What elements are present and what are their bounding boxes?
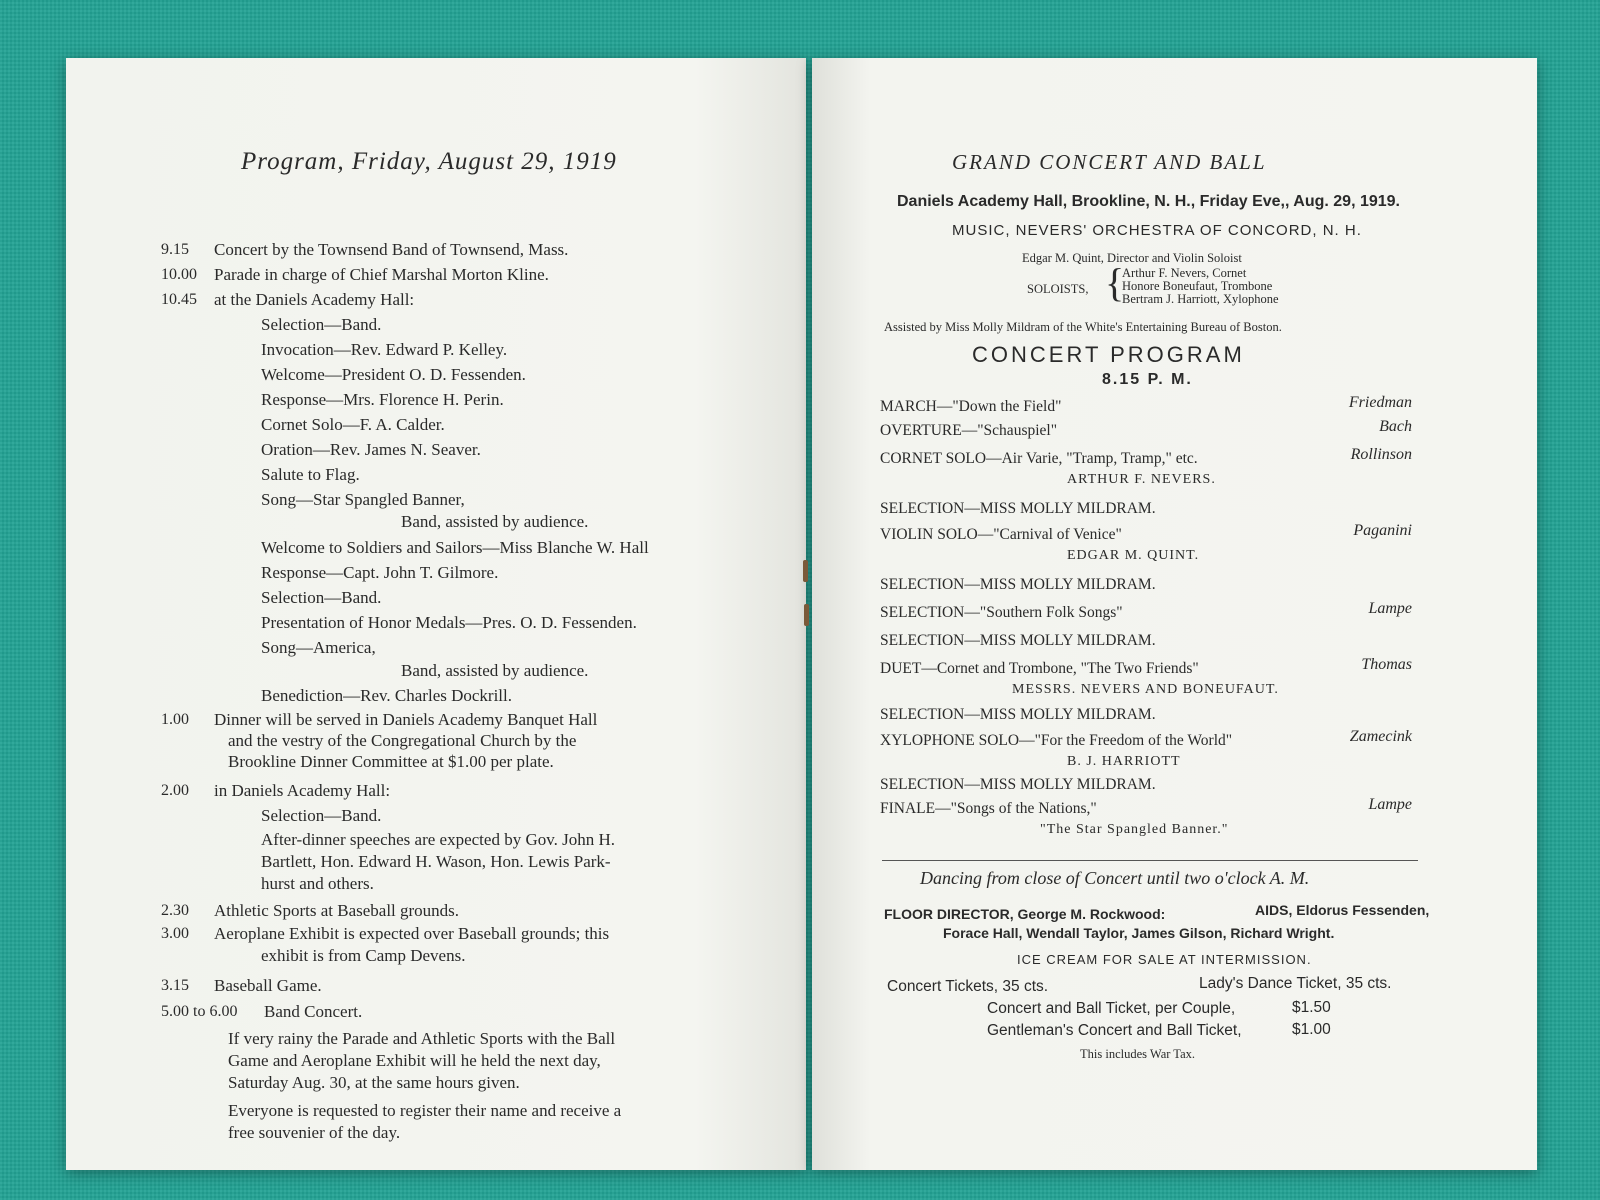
concert-program-heading: CONCERT PROGRAM bbox=[972, 342, 1245, 367]
gentleman-ticket-label: Gentleman's Concert and Ball Ticket, bbox=[987, 1022, 1242, 1039]
schedule-line: Everyone is requested to register their name and receive a bbox=[228, 1101, 622, 1120]
program-piece: FINALE—"Songs of the Nations," bbox=[880, 800, 1097, 817]
schedule-line: Oration—Rev. James N. Seaver. bbox=[261, 440, 481, 459]
divider bbox=[882, 860, 1418, 861]
couple-ticket-price: $1.50 bbox=[1292, 999, 1331, 1016]
schedule-line: Baseball Game. bbox=[214, 976, 322, 995]
program-piece: XYLOPHONE SOLO—"For the Freedom of the World" bbox=[880, 732, 1233, 749]
schedule-line: Band, assisted by audience. bbox=[401, 661, 589, 680]
staple-bottom bbox=[804, 604, 809, 626]
program-performer: "The Star Spangled Banner." bbox=[1040, 822, 1229, 837]
schedule-line: Salute to Flag. bbox=[261, 465, 360, 484]
soloist-1: Arthur F. Nevers, Cornet bbox=[1122, 266, 1247, 280]
schedule-time: 9.15 bbox=[161, 241, 189, 258]
schedule-line: hurst and others. bbox=[261, 874, 374, 893]
right-page bbox=[812, 58, 1537, 1170]
schedule-line: Cornet Solo—F. A. Calder. bbox=[261, 415, 445, 434]
schedule-line: Athletic Sports at Baseball grounds. bbox=[214, 901, 460, 920]
program-performer: EDGAR M. QUINT. bbox=[1067, 548, 1200, 563]
schedule-line: Dinner will be served in Daniels Academy Banquet Hall bbox=[214, 710, 598, 729]
left-page bbox=[66, 58, 806, 1170]
program-piece: SELECTION—MISS MOLLY MILDRAM. bbox=[880, 776, 1156, 793]
schedule-line: Band, assisted by audience. bbox=[401, 512, 589, 531]
staple-top bbox=[803, 560, 808, 582]
schedule-line: Welcome—President O. D. Fessenden. bbox=[261, 365, 526, 384]
program-piece: SELECTION—MISS MOLLY MILDRAM. bbox=[880, 500, 1156, 517]
program-composer: Rollinson bbox=[1350, 446, 1412, 463]
schedule-time: 1.00 bbox=[161, 711, 189, 728]
program-composer: Lampe bbox=[1368, 600, 1412, 617]
schedule-line: Response—Mrs. Florence H. Perin. bbox=[261, 390, 504, 409]
couple-ticket-label: Concert and Ball Ticket, per Couple, bbox=[987, 1000, 1236, 1017]
director-line: Edgar M. Quint, Director and Violin Soloist bbox=[1022, 251, 1242, 265]
schedule-line: Response—Capt. John T. Gilmore. bbox=[261, 563, 499, 582]
music-line: MUSIC, NEVERS' ORCHESTRA OF CONCORD, N. H. bbox=[952, 222, 1362, 239]
schedule-time: 2.00 bbox=[161, 782, 189, 799]
schedule-line: Bartlett, Hon. Edward H. Wason, Hon. Lewis Park- bbox=[261, 852, 611, 871]
schedule-line: Game and Aeroplane Exhibit will he held the next day, bbox=[228, 1051, 601, 1070]
schedule-line: Song—Star Spangled Banner, bbox=[261, 490, 465, 509]
schedule-line: Presentation of Honor Medals—Pres. O. D. Fessenden. bbox=[261, 613, 637, 632]
schedule-time: 3.15 bbox=[161, 977, 189, 994]
schedule-line: Invocation—Rev. Edward P. Kelley. bbox=[261, 340, 508, 359]
schedule-line: Saturday Aug. 30, at the same hours given. bbox=[228, 1073, 520, 1092]
program-composer: Bach bbox=[1379, 418, 1412, 435]
program-composer: Paganini bbox=[1353, 522, 1412, 539]
schedule-line: Benediction—Rev. Charles Dockrill. bbox=[261, 686, 513, 705]
schedule-line: Song—America, bbox=[261, 638, 376, 657]
soloist-2: Honore Boneufaut, Trombone bbox=[1122, 279, 1273, 293]
concert-title: GRAND CONCERT AND BALL bbox=[952, 150, 1267, 174]
assisted-line: Assisted by Miss Molly Mildram of the White's Entertaining Bureau of Boston. bbox=[884, 320, 1282, 334]
schedule-line: Concert by the Townsend Band of Townsend, Mass. bbox=[214, 240, 569, 259]
program-composer: Zamecink bbox=[1349, 728, 1412, 745]
aids-line: AIDS, Eldorus Fessenden, bbox=[1255, 902, 1430, 918]
aids-names-line: Forace Hall, Wendall Taylor, James Gilson, Richard Wright. bbox=[943, 925, 1335, 941]
program-piece: VIOLIN SOLO—"Carnival of Venice" bbox=[880, 526, 1122, 543]
schedule-time: 3.00 bbox=[161, 925, 189, 942]
schedule-line: exhibit is from Camp Devens. bbox=[261, 946, 466, 965]
ice-cream-line: ICE CREAM FOR SALE AT INTERMISSION. bbox=[1017, 952, 1312, 967]
program-piece: DUET—Cornet and Trombone, "The Two Friends" bbox=[880, 660, 1199, 677]
program-piece: CORNET SOLO—Air Varie, "Tramp, Tramp," etc. bbox=[880, 450, 1198, 467]
program-piece: OVERTURE—"Schauspiel" bbox=[880, 422, 1058, 439]
venue-line: Daniels Academy Hall, Brookline, N. H., Friday Eve,, Aug. 29, 1919. bbox=[897, 193, 1400, 210]
soloists-label: SOLOISTS, bbox=[1027, 282, 1089, 296]
soloist-3: Bertram J. Harriott, Xylophone bbox=[1122, 292, 1279, 306]
schedule-line: If very rainy the Parade and Athletic Sports with the Ball bbox=[228, 1029, 616, 1048]
schedule-line: Aeroplane Exhibit is expected over Baseball grounds; this bbox=[214, 924, 610, 943]
program-piece: SELECTION—MISS MOLLY MILDRAM. bbox=[880, 632, 1156, 649]
schedule-time: 10.00 bbox=[161, 266, 197, 283]
war-tax-line: This includes War Tax. bbox=[1080, 1047, 1195, 1061]
schedule-line: free souvenier of the day. bbox=[228, 1123, 401, 1142]
program-composer: Friedman bbox=[1348, 394, 1412, 411]
schedule-line: Welcome to Soldiers and Sailors—Miss Blanche W. Hall bbox=[261, 538, 649, 557]
dancing-line: Dancing from close of Concert until two o'clock A. M. bbox=[920, 868, 1310, 888]
schedule-line: Selection—Band. bbox=[261, 315, 382, 334]
program-performer: B. J. HARRIOTT bbox=[1067, 754, 1181, 769]
schedule-line: Selection—Band. bbox=[261, 588, 382, 607]
program-composer: Thomas bbox=[1361, 656, 1412, 673]
schedule-line: at the Daniels Academy Hall: bbox=[214, 290, 415, 309]
soloists-brace: { bbox=[1105, 260, 1125, 305]
schedule-line: Selection—Band. bbox=[261, 806, 382, 825]
program-performer: ARTHUR F. NEVERS. bbox=[1067, 472, 1216, 487]
program-composer: Lampe bbox=[1368, 796, 1412, 813]
lady-dance-ticket: Lady's Dance Ticket, 35 cts. bbox=[1199, 975, 1392, 992]
schedule-time: 5.00 to 6.00 bbox=[161, 1003, 238, 1020]
schedule-line: Parade in charge of Chief Marshal Morton Kline. bbox=[214, 265, 549, 284]
concert-time: 8.15 P. M. bbox=[1102, 371, 1193, 388]
schedule-line: After-dinner speeches are expected by Gov. John H. bbox=[261, 830, 616, 849]
program-piece: MARCH—"Down the Field" bbox=[880, 398, 1062, 415]
floor-director-line: FLOOR DIRECTOR, George M. Rockwood: bbox=[884, 906, 1166, 922]
schedule-line: in Daniels Academy Hall: bbox=[214, 781, 391, 800]
program-piece: SELECTION—MISS MOLLY MILDRAM. bbox=[880, 706, 1156, 723]
gentleman-ticket-price: $1.00 bbox=[1292, 1021, 1331, 1038]
schedule-time: 10.45 bbox=[161, 291, 197, 308]
program-piece: SELECTION—"Southern Folk Songs" bbox=[880, 604, 1123, 621]
concert-tickets: Concert Tickets, 35 cts. bbox=[887, 978, 1049, 995]
program-piece: SELECTION—MISS MOLLY MILDRAM. bbox=[880, 576, 1156, 593]
schedule-line: and the vestry of the Congregational Church by the bbox=[228, 731, 577, 750]
left-page-title: Program, Friday, August 29, 1919 bbox=[241, 148, 617, 175]
schedule-line: Brookline Dinner Committee at $1.00 per plate. bbox=[228, 752, 554, 771]
schedule-time: 2.30 bbox=[161, 902, 189, 919]
program-performer: MESSRS. NEVERS AND BONEUFAUT. bbox=[1012, 682, 1279, 697]
schedule-line: Band Concert. bbox=[264, 1002, 363, 1021]
